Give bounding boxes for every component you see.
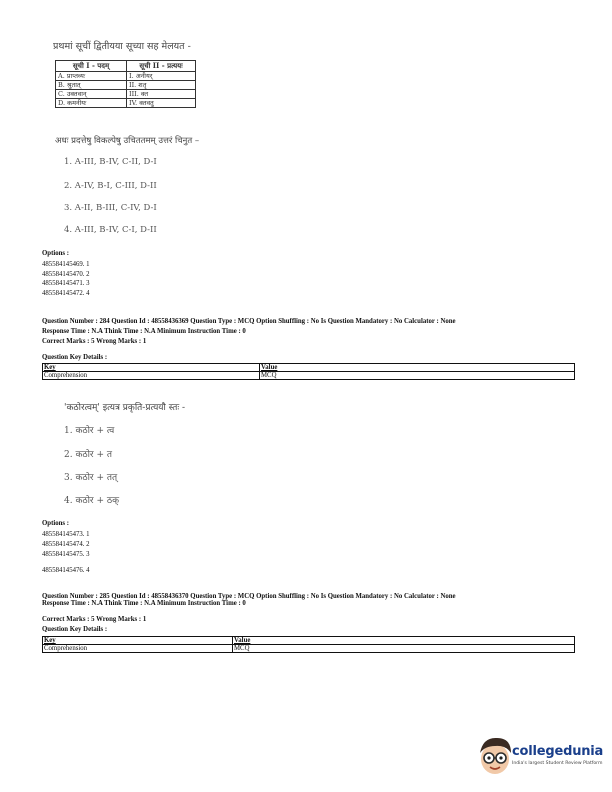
q1-table-cell: C. उक्तवान् bbox=[56, 90, 127, 99]
q1-instruction: प्रथमां सूचीं द्वितीयया सूच्या सह मेलयत - bbox=[53, 41, 191, 52]
q1-options-label: Options : bbox=[42, 250, 70, 257]
q1-prompt: अधः प्रदत्तेषु विकल्पेषु उचिततमम् उत्तरं चिनुत – bbox=[55, 136, 200, 146]
q1-table-cell: A. प्राप्तव्यः bbox=[56, 72, 127, 81]
q1-table-header-1: सूची I - पदम् bbox=[56, 61, 127, 72]
q3-key-table bbox=[42, 636, 575, 653]
q1-table-cell: I. अनीयर् bbox=[127, 72, 196, 81]
q1-options-list bbox=[42, 260, 90, 298]
q1-table-cell: B. श्रुतात् bbox=[56, 81, 127, 90]
q1-choice-4: 4. A-III, B-IV, C-I, D-II bbox=[64, 225, 157, 235]
q3-key-cell: Comprehension bbox=[43, 645, 233, 653]
q3-key-cell: MCQ bbox=[233, 645, 575, 653]
q2-key-cell: MCQ bbox=[260, 372, 575, 380]
q2-key-header-key: Key bbox=[43, 364, 260, 372]
q1-table-header-2: सूची II - प्रत्ययः bbox=[127, 61, 196, 72]
q1-match-table bbox=[55, 60, 196, 108]
q2-marks: Correct Marks : 5 Wrong Marks : 1 bbox=[42, 338, 147, 345]
q2-choice-3: 3. कठोर + तत् bbox=[64, 473, 118, 483]
q2-key-header-value: Value bbox=[260, 364, 575, 372]
q1-choice-1: 1. A-III, B-IV, C-II, D-I bbox=[64, 157, 157, 167]
q2-prompt: 'कठोरत्वम्' इत्यत्र प्रकृति-प्रत्ययौ स्तः - bbox=[64, 403, 186, 413]
q2-choice-4: 4. कठोर + ठक् bbox=[64, 496, 120, 506]
option-id: 485584145471. 3 bbox=[42, 280, 90, 288]
q2-choice-1: 1. कठोर + त्व bbox=[64, 426, 115, 436]
collegedunia-mascot-icon bbox=[473, 733, 517, 777]
q1-choice-3: 3. A-II, B-III, C-IV, D-I bbox=[64, 203, 157, 213]
q3-marks: Correct Marks : 5 Wrong Marks : 1 bbox=[42, 616, 147, 623]
q1-table-cell: IV. क्तवतु bbox=[127, 99, 196, 108]
q3-key-header-key: Key bbox=[43, 637, 233, 645]
q2-key-table bbox=[42, 363, 575, 380]
q3-key-header-value: Value bbox=[233, 637, 575, 645]
q3-meta-line2: Response Time : N.A Think Time : N.A Minimum Instruction Time : 0 bbox=[42, 600, 246, 607]
q2-key-label: Question Key Details : bbox=[42, 354, 108, 361]
logo-tagline: India's largest Student Review Platform bbox=[512, 761, 603, 766]
option-id: 485584145472. 4 bbox=[42, 289, 90, 297]
q2-options-label: Options : bbox=[42, 520, 70, 527]
q1-table-cell: II. शतृ bbox=[127, 81, 196, 90]
q1-choice-2: 2. A-IV, B-I, C-III, D-II bbox=[64, 181, 157, 191]
option-id: 485584145476. 4 bbox=[42, 567, 90, 574]
option-id: 485584145474. 2 bbox=[42, 541, 90, 548]
q1-table-cell: III. क्त bbox=[127, 90, 196, 99]
q3-meta-line1: Question Number : 285 Question Id : 48558436370 Question Type : MCQ Option Shuffling : No Is Question Mandatory : No Calculator : None bbox=[42, 593, 456, 600]
q2-meta-line2: Response Time : N.A Think Time : N.A Minimum Instruction Time : 0 bbox=[42, 328, 246, 335]
option-id: 485584145473. 1 bbox=[42, 531, 90, 538]
q2-key-cell: Comprehension bbox=[43, 372, 260, 380]
option-id: 485584145475. 3 bbox=[42, 551, 90, 558]
logo-wordmark: collegedunia bbox=[512, 744, 604, 759]
option-id: 485584145470. 2 bbox=[42, 270, 90, 278]
q2-choice-2: 2. कठोर + त bbox=[64, 450, 112, 460]
q2-options-list bbox=[42, 530, 90, 560]
q1-table-cell: D. कमनीयः bbox=[56, 99, 127, 108]
q2-meta-line1: Question Number : 284 Question Id : 48558436369 Question Type : MCQ Option Shuffling : No Is Question Mandatory : No Calculator : None bbox=[42, 318, 456, 325]
q3-key-label: Question Key Details : bbox=[42, 626, 108, 633]
option-id: 485584145469. 1 bbox=[42, 261, 90, 268]
